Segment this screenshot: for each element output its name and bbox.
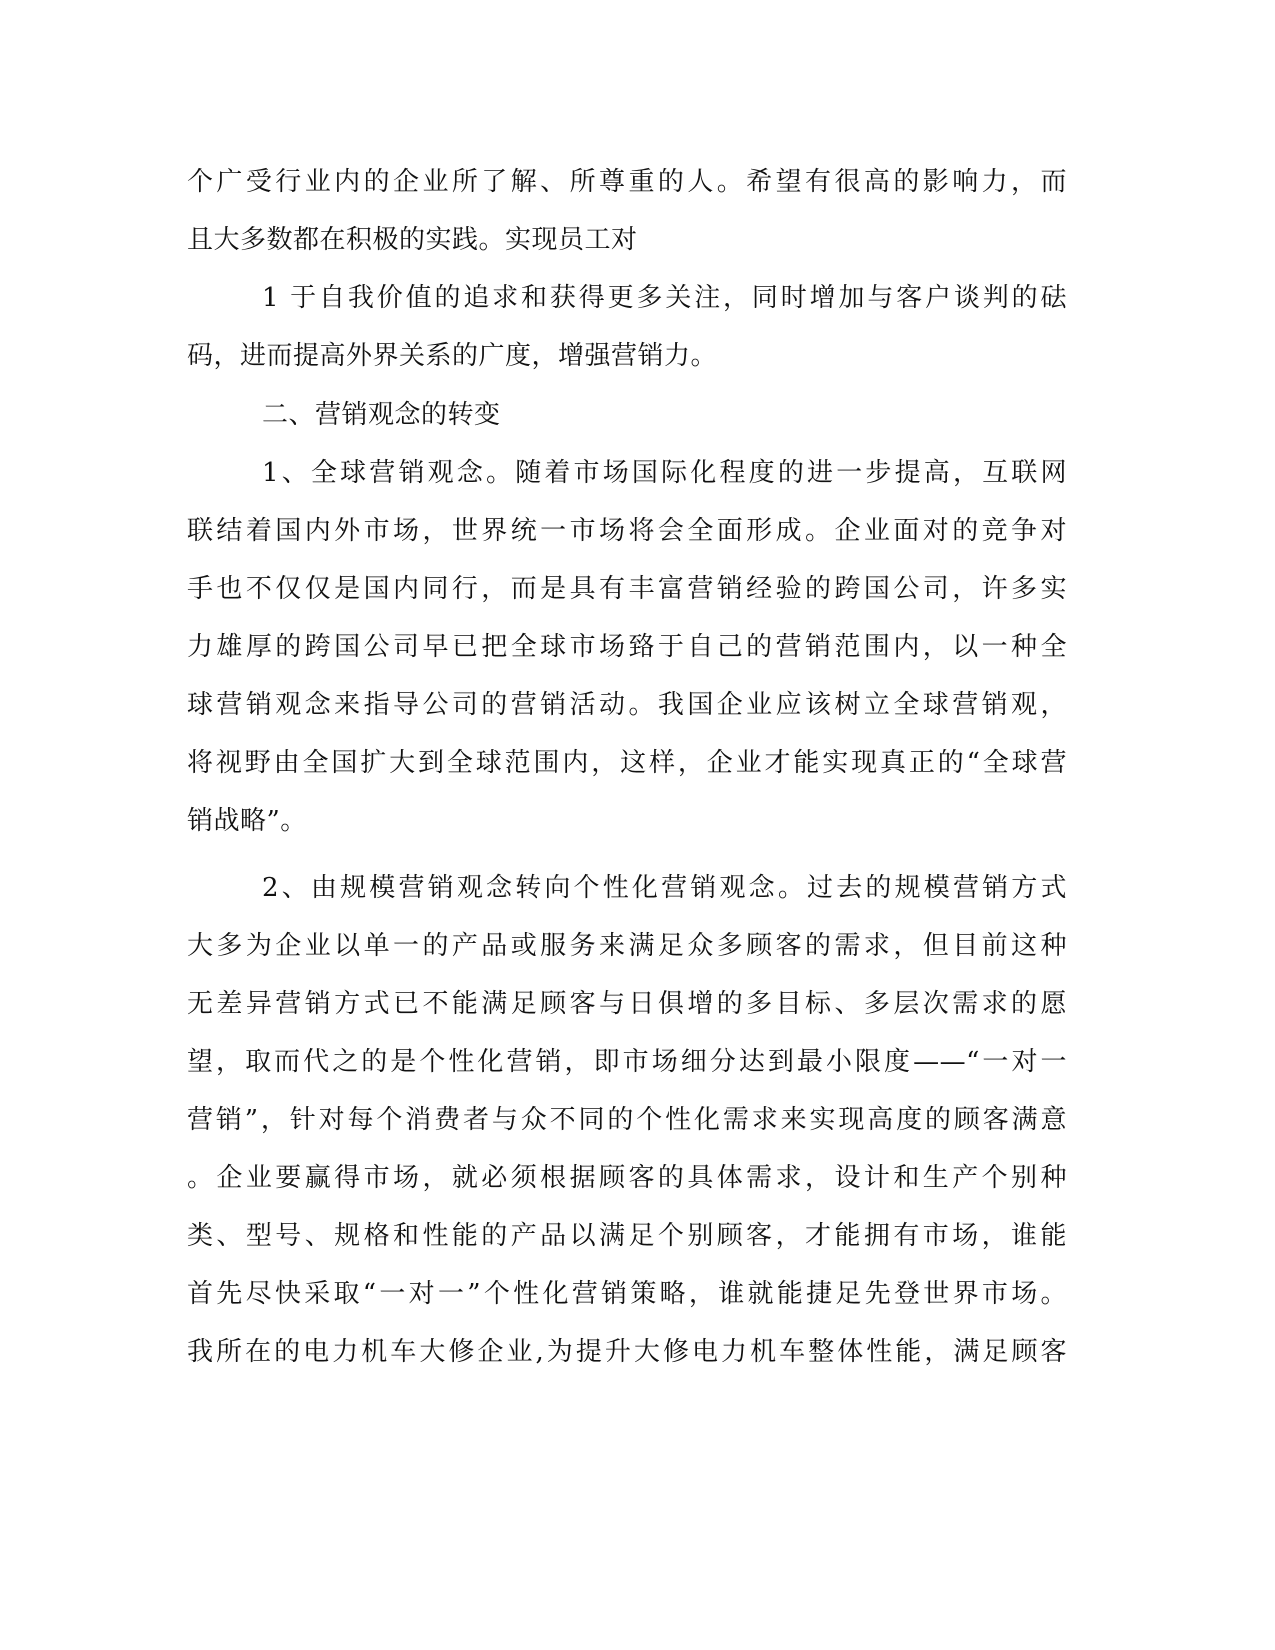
text-line: 球营销观念来指导公司的营销活动。我国企业应该树立全球营销观， [187, 690, 1067, 720]
section-heading: 二、营销观念的转变 [262, 400, 501, 430]
text-line: 首先尽快采取“一对一”个性化营销策略，谁就能捷足先登世界市场。 [187, 1279, 1067, 1309]
text-line: 类、型号、规格和性能的产品以满足个别顾客，才能拥有市场，谁能 [187, 1221, 1067, 1251]
text-line: 。企业要赢得市场，就必须根据顾客的具体需求，设计和生产个别种 [187, 1163, 1067, 1193]
text-line: 大多为企业以单一的产品或服务来满足众多顾客的需求，但目前这种 [187, 931, 1067, 961]
text-line: 联结着国内外市场，世界统一市场将会全面形成。企业面对的竞争对 [187, 516, 1067, 546]
text-line: 无差异营销方式已不能满足顾客与日俱增的多目标、多层次需求的愿 [187, 989, 1067, 1019]
text-line: 力雄厚的跨国公司早已把全球市场臵于自己的营销范围内，以一种全 [187, 632, 1067, 662]
text-line: 1 于自我价值的追求和获得更多关注，同时增加与客户谈判的砝 [262, 283, 1067, 313]
text-line: 且大多数都在积极的实践。实现员工对 [187, 225, 638, 255]
text-line: 手也不仅仅是国内同行，而是具有丰富营销经验的跨国公司，许多实 [187, 574, 1067, 604]
text-line: 望，取而代之的是个性化营销，即市场细分达到最小限度——“一对一 [187, 1047, 1067, 1077]
text-line: 1、全球营销观念。随着市场国际化程度的进一步提高，互联网 [262, 458, 1067, 488]
text-line: 2、由规模营销观念转向个性化营销观念。过去的规模营销方式 [262, 873, 1067, 903]
text-line: 销战略”。 [187, 806, 307, 836]
text-line: 将视野由全国扩大到全球范围内，这样，企业才能实现真正的“全球营 [187, 748, 1067, 778]
text-line: 我所在的电力机车大修企业,为提升大修电力机车整体性能，满足顾客 [187, 1337, 1067, 1367]
text-line: 码，进而提高外界关系的广度，增强营销力。 [187, 341, 718, 371]
text-line: 营销”，针对每个消费者与众不同的个性化需求来实现高度的顾客满意 [187, 1105, 1067, 1135]
text-line: 个广受行业内的企业所了解、所尊重的人。希望有很高的影响力，而 [187, 167, 1067, 197]
